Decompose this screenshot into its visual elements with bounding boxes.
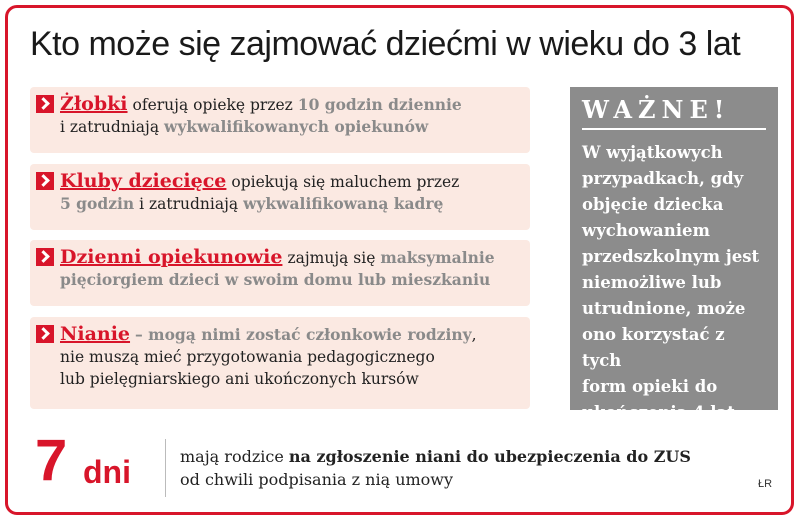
important-line: przedszkolnym jest <box>582 247 760 266</box>
item-highlight: wykwalifikowanych opiekunów <box>164 117 429 136</box>
item-text: , <box>471 326 477 344</box>
item-highlight: 10 godzin dziennie <box>297 95 462 114</box>
important-line: wychowaniem <box>582 221 710 240</box>
zus-notice-text <box>180 445 700 491</box>
item-name: Kluby dziecięce <box>60 170 227 192</box>
list-item-opiekunowie <box>30 240 530 306</box>
notice-bold: na zgłoszenie niani do ubezpieczenia do ZUS <box>288 447 691 466</box>
chevron-right-icon <box>36 95 54 113</box>
item-text: nie muszą mieć przygotowania pedagogicznego <box>60 348 435 366</box>
item-text: opiekują się maluchem przez <box>231 173 460 191</box>
item-name: Dzienni opiekunowie <box>60 246 283 268</box>
chevron-right-icon <box>36 172 54 190</box>
list-item-kluby <box>30 164 530 230</box>
important-line: ukończenia 4 lat <box>582 403 735 422</box>
important-line: form opieki do <box>582 377 718 396</box>
item-highlight: maksymalnie <box>380 248 495 267</box>
days-number: 7 <box>35 428 68 493</box>
divider <box>165 439 166 497</box>
days-unit: dni <box>83 454 131 490</box>
item-name: Żłobki <box>60 93 128 115</box>
item-name: Nianie <box>60 323 131 345</box>
item-highlight: wykwalifikowaną kadrę <box>243 194 444 213</box>
item-text: zajmują się <box>287 249 381 267</box>
important-line: utrudnione, może <box>582 299 746 318</box>
chevron-right-icon <box>36 325 54 343</box>
chevron-right-icon <box>36 248 54 266</box>
important-line: ono korzystać z tych <box>582 325 725 370</box>
list-item-zlobki <box>30 87 530 153</box>
item-highlight: pięciorgiem dzieci w swoim domu lub mieszkaniu <box>60 270 491 289</box>
important-line: W wyjątkowych <box>582 143 723 162</box>
important-line: niemożliwe lub <box>582 273 722 292</box>
notice-text: mają rodzice <box>180 447 289 466</box>
important-line: objęcie dziecka <box>582 195 724 214</box>
item-highlight: 5 godzin <box>60 194 135 213</box>
author-credit: ŁR <box>758 478 773 490</box>
page-title: Kto może się zajmować dziećmi w wieku do 3 lat <box>30 25 741 63</box>
important-note-panel <box>570 87 778 422</box>
item-text: i zatrudniają <box>60 118 164 136</box>
item-text: i zatrudniają <box>134 195 244 213</box>
important-body <box>582 140 766 426</box>
item-text: lub pielęgniarskiego ani ukończonych kursów <box>60 370 419 388</box>
important-heading: WAŻNE! <box>582 95 766 130</box>
list-item-nianie <box>30 317 530 409</box>
item-highlight: – mogą nimi zostać członkowie rodziny <box>135 325 472 344</box>
important-line: przypadkach, gdy <box>582 169 744 188</box>
notice-text: od chwili podpisania z nią umowy <box>180 470 454 489</box>
item-text: oferują opiekę przez <box>132 96 298 114</box>
